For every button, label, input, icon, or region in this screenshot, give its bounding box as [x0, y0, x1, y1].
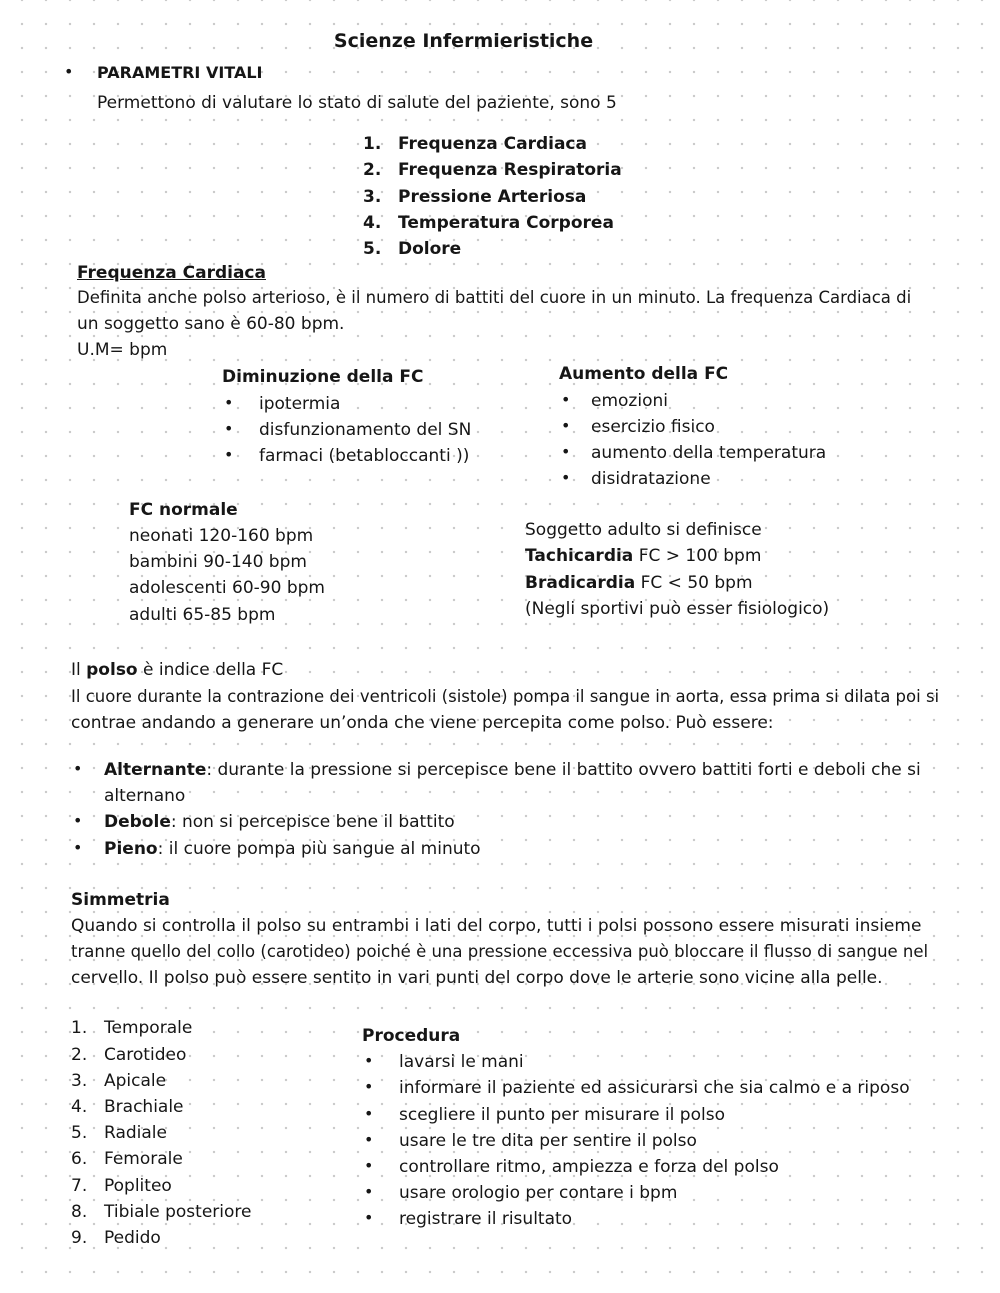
list-number: 2.: [363, 160, 382, 180]
list-number: 8.: [71, 1202, 88, 1222]
polso-heading-line: [71, 657, 283, 683]
bullet-icon: •: [364, 1182, 374, 1201]
polso-type-desc: : durante la pressione si percepisce bene il battito ovvero battiti forti e deboli che si: [206, 760, 921, 780]
polso-bold: polso: [86, 660, 138, 680]
list-item-label: Frequenza Cardiaca: [398, 134, 587, 154]
list-item-label: Frequenza Respiratoria: [398, 160, 622, 180]
list-item-label: disidratazione: [591, 469, 711, 489]
bullet-icon: •: [561, 416, 571, 435]
list-item-text: alternano: [104, 786, 186, 806]
polso-text-line: Il cuore durante la contrazione dei ventricoli (sistole) pompa il sangue in aorta, essa prima si dilata poi si: [71, 687, 940, 706]
tachicardia-label: Tachicardia: [525, 546, 634, 566]
bradicardia-line: [525, 570, 753, 596]
list-item-text: [104, 757, 921, 783]
list-item-label: Pressione Arteriosa: [398, 187, 587, 207]
fc-definition-line: un soggetto sano è 60-80 bpm.: [77, 314, 345, 334]
fc-normale-heading: FC normale: [129, 500, 238, 520]
simmetria-text-line: tranne quello del collo (carotideo) poiché è una pressione eccessiva può bloccare il flusso di sangue nel: [71, 942, 929, 961]
polso-type-desc: : non si percepisce bene il battito: [170, 812, 455, 832]
polso-type-label: Alternante: [104, 760, 207, 780]
list-item-label: Radiale: [104, 1123, 167, 1143]
aumento-heading: Aumento della FC: [559, 364, 729, 384]
adulto-intro: Soggetto adulto si definisce: [525, 520, 762, 540]
list-item-text: [104, 809, 455, 835]
bullet-icon: •: [64, 62, 74, 81]
list-item-label: emozioni: [591, 391, 668, 411]
bullet-icon: •: [73, 759, 83, 778]
bullet-icon: •: [364, 1051, 374, 1070]
bradicardia-value: FC < 50 bpm: [635, 573, 753, 593]
fc-definition-line: Definita anche polso arterioso, è il numero di battiti del cuore in un minuto. La frequenza Cardiaca di: [77, 288, 912, 307]
list-item-label: controllare ritmo, ampiezza e forza del polso: [399, 1157, 779, 1177]
list-item-label: usare orologio per contare i bpm: [399, 1183, 678, 1203]
list-item-label: ipotermia: [259, 394, 341, 414]
bullet-icon: •: [561, 390, 571, 409]
list-number: 3.: [71, 1071, 88, 1091]
polso-post: è indice della FC: [137, 660, 284, 680]
list-item-label: Dolore: [398, 239, 462, 259]
list-number: 9.: [71, 1228, 88, 1248]
bradicardia-label: Bradicardia: [525, 573, 636, 593]
page-title: Scienze Infermieristiche: [333, 30, 594, 52]
list-item-label: registrare il risultato: [399, 1209, 573, 1229]
list-number: 5.: [363, 239, 382, 259]
list-item-label: Popliteo: [104, 1176, 172, 1196]
bullet-icon: •: [224, 445, 234, 464]
list-number: 3.: [363, 187, 382, 207]
list-item-label: Femorale: [104, 1149, 183, 1169]
bullet-icon: •: [561, 442, 571, 461]
polso-type-desc: : il cuore pompa più sangue al minuto: [157, 839, 481, 859]
list-item-label: aumento della temperatura: [591, 443, 827, 463]
bullet-icon: •: [224, 419, 234, 438]
bullet-icon: •: [364, 1104, 374, 1123]
polso-type-label: Debole: [104, 812, 171, 832]
parametri-intro: Permettono di valutare lo stato di salute del paziente, sono 5: [97, 93, 617, 113]
bullet-icon: •: [73, 811, 83, 830]
list-item-label: Carotideo: [104, 1045, 187, 1065]
list-item-label: Tibiale posteriore: [104, 1202, 252, 1222]
list-number: 1.: [71, 1018, 88, 1038]
bullet-icon: •: [364, 1077, 374, 1096]
list-item-label: Apicale: [104, 1071, 167, 1091]
list-number: 6.: [71, 1149, 88, 1169]
bullet-icon: •: [561, 468, 571, 487]
fc-normale-item: bambini 90-140 bpm: [129, 552, 307, 572]
list-item-text: [104, 836, 481, 862]
bullet-icon: •: [364, 1208, 374, 1227]
list-item-label: esercizio fisico: [591, 417, 715, 437]
diminuzione-heading: Diminuzione della FC: [222, 367, 424, 387]
list-number: 2.: [71, 1045, 88, 1065]
bullet-icon: •: [224, 393, 234, 412]
bullet-icon: •: [364, 1156, 374, 1175]
list-number: 4.: [71, 1097, 88, 1117]
list-item-label: lavarsi le mani: [399, 1052, 524, 1072]
section-heading-parametri: PARAMETRI VITALI: [97, 63, 263, 82]
fc-normale-item: adulti 65-85 bpm: [129, 605, 276, 625]
list-item-label: usare le tre dita per sentire il polso: [399, 1131, 697, 1151]
list-item-label: farmaci (betabloccanti )): [259, 446, 470, 466]
list-number: 5.: [71, 1123, 88, 1143]
fc-normale-item: neonati 120-160 bpm: [129, 526, 314, 546]
bullet-icon: •: [73, 838, 83, 857]
list-number: 1.: [363, 134, 382, 154]
simmetria-text-line: Quando si controlla il polso su entrambi i lati del corpo, tutti i polsi possono essere misurati insieme: [71, 916, 922, 936]
fc-unit: U.M= bpm: [77, 340, 168, 360]
tachicardia-line: [525, 543, 761, 569]
procedura-heading: Procedura: [362, 1026, 461, 1046]
tachicardia-value: FC > 100 bpm: [633, 546, 762, 566]
list-item-label: informare il paziente ed assicurarsi che sia calmo e a riposo: [399, 1078, 910, 1098]
list-item-label: Brachiale: [104, 1097, 184, 1117]
list-item-label: disfunzionamento del SN: [259, 420, 472, 440]
list-number: 7.: [71, 1176, 88, 1196]
list-item-label: Pedido: [104, 1228, 161, 1248]
bullet-icon: •: [364, 1130, 374, 1149]
section-heading-simmetria: Simmetria: [71, 890, 170, 910]
list-item-label: Temperatura Corporea: [398, 213, 614, 233]
polso-pre: Il: [71, 660, 87, 680]
list-item-label: Temporale: [104, 1018, 193, 1038]
list-number: 4.: [363, 213, 382, 233]
adulto-note: (Negli sportivi può esser fisiologico): [525, 599, 830, 619]
fc-normale-item: adolescenti 60-90 bpm: [129, 578, 325, 598]
polso-type-label: Pieno: [104, 839, 158, 859]
list-item-label: scegliere il punto per misurare il polso: [399, 1105, 725, 1125]
polso-text-line: contrae andando a generare un’onda che viene percepita come polso. Può essere:: [71, 713, 774, 733]
section-heading-fc: Frequenza Cardiaca: [77, 263, 266, 283]
simmetria-text-line: cervello. Il polso può essere sentito in vari punti del corpo dove le arterie sono vicine alla pelle.: [71, 968, 883, 988]
